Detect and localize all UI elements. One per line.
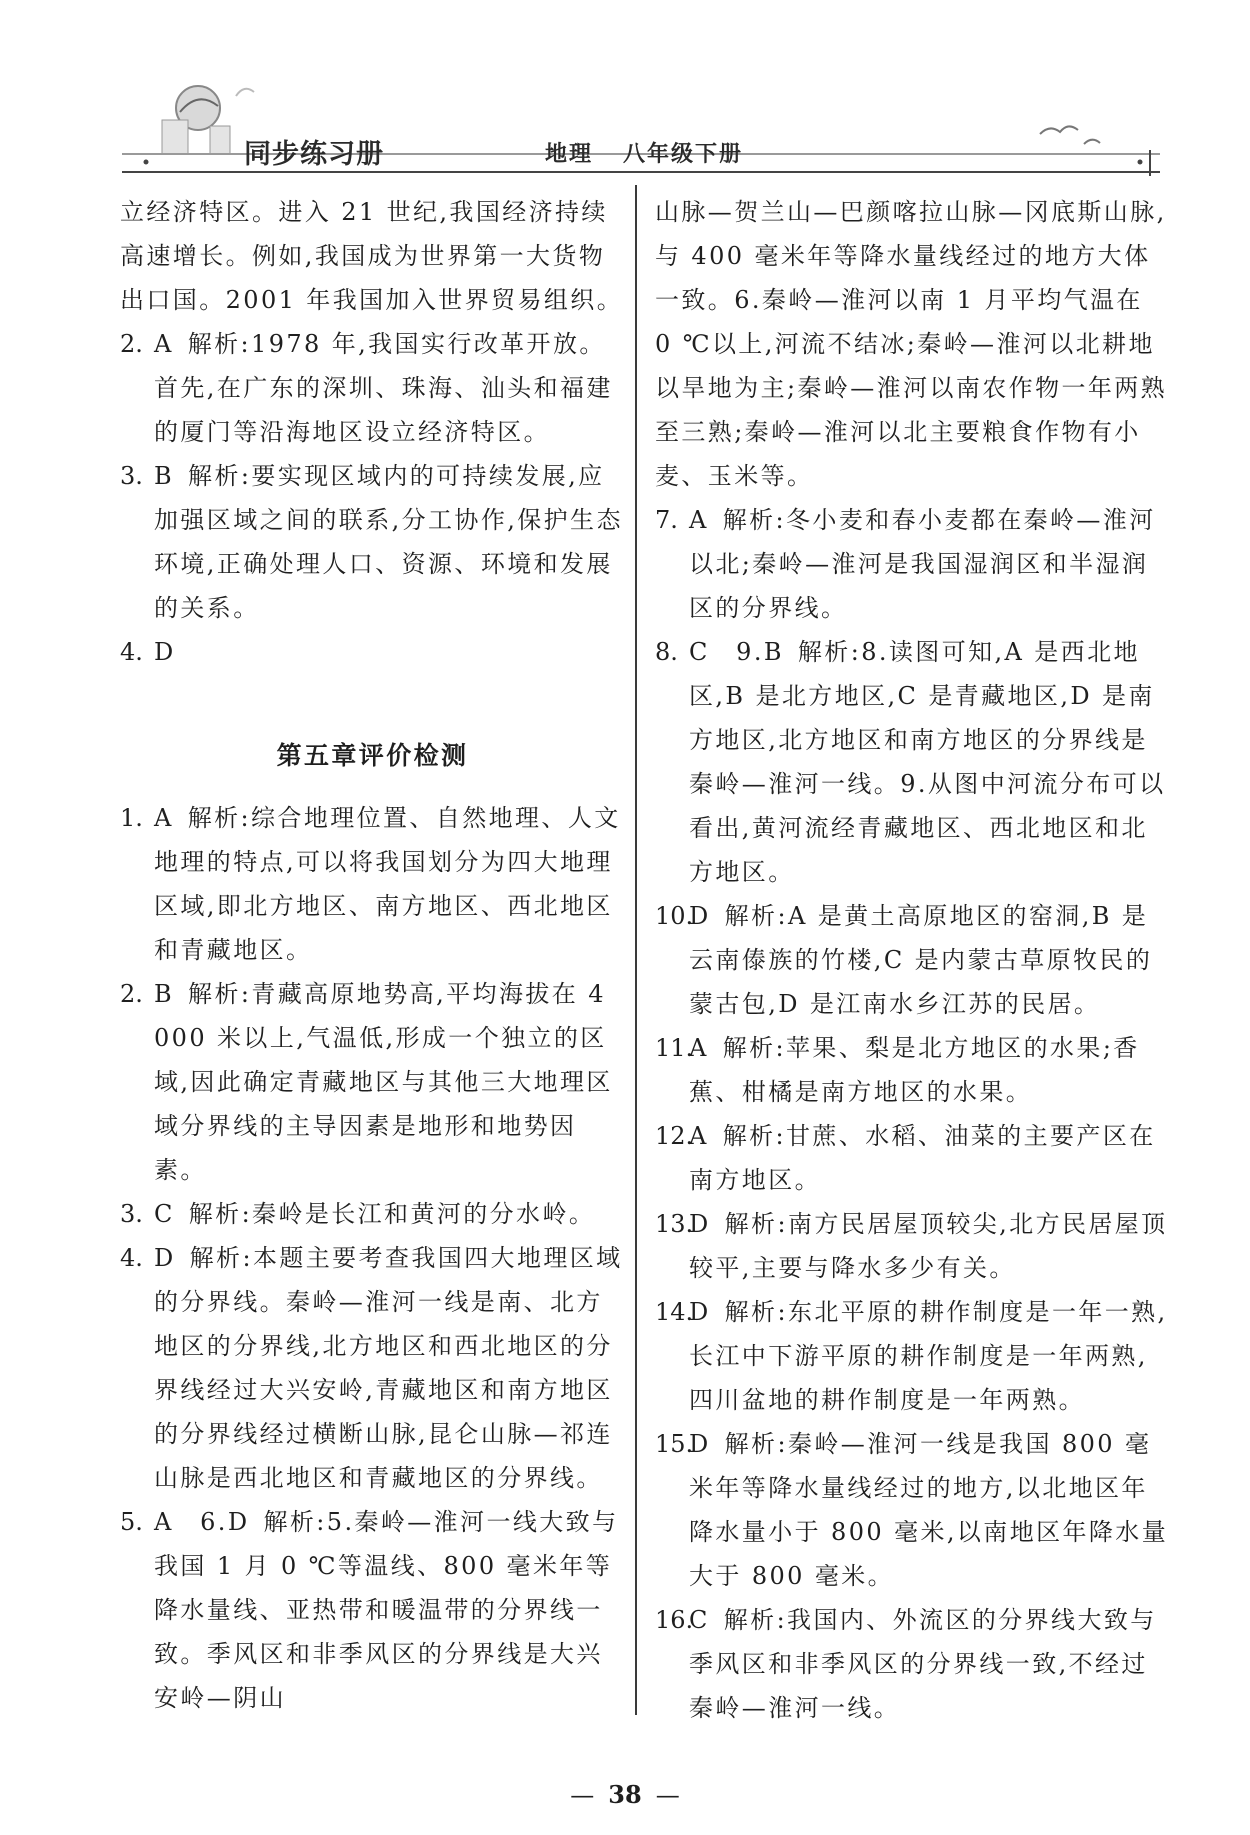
answer-choice: B xyxy=(154,462,175,490)
answer-item xyxy=(120,796,625,972)
answer-choice: D xyxy=(689,1430,711,1458)
answer-number: 3. xyxy=(120,462,143,490)
answer-item xyxy=(120,630,625,674)
answer-choice: A xyxy=(689,506,709,534)
answer-choice: A xyxy=(689,1122,709,1150)
answer-text: 立经济特区。进入 21 世纪,我国经济持续高速增长。例如,我国成为世界第一大货物出口国。2001 年我国加入世界贸易组织。 xyxy=(120,198,624,314)
answer-number: 2. xyxy=(120,330,143,358)
answer-item xyxy=(120,972,625,1192)
answer-item xyxy=(655,1202,1170,1290)
answer-text: 解析:甘蔗、水稻、油菜的主要产区在南方地区。 xyxy=(689,1122,1156,1194)
answer-number: 15. xyxy=(655,1430,694,1458)
answer-item xyxy=(655,1114,1170,1202)
subject-label: 地理 xyxy=(545,141,594,167)
answer-number: 5. xyxy=(120,1508,143,1536)
answer-item xyxy=(655,1598,1170,1730)
answer-item xyxy=(655,1422,1170,1598)
answer-number: 7. xyxy=(655,506,678,534)
answer-item xyxy=(120,1236,625,1500)
answer-number: 14. xyxy=(655,1298,694,1326)
answer-text: 解析:秦岭—淮河一线是我国 800 毫米年等降水量线经过的地方,以北地区年降水量小于 800 毫米,以南地区年降水量大于 800 毫米。 xyxy=(689,1430,1169,1590)
answer-number: 4. xyxy=(120,638,143,666)
answer-choice: A 6.D xyxy=(154,1508,250,1536)
right-column xyxy=(655,190,1170,1730)
answer-item xyxy=(655,190,1170,498)
page-header xyxy=(0,0,1250,190)
page-number xyxy=(0,1780,1250,1809)
answer-text: 解析:南方民居屋顶较尖,北方民居屋顶较平,主要与降水多少有关。 xyxy=(689,1210,1168,1282)
answer-number: 8. xyxy=(655,638,678,666)
answer-number: 13. xyxy=(655,1210,694,1238)
answer-item xyxy=(655,894,1170,1026)
answer-text: 山脉—贺兰山—巴颜喀拉山脉—冈底斯山脉,与 400 毫米年等降水量线经过的地方大体一致。6.秦岭—淮河以南 1 月平均气温在 0 ℃以上,河流不结冰;秦岭—淮河以北耕地以旱地为主;秦岭—淮河以南农作物一年两熟至三熟;秦岭—淮河以北主要粮食作物有小麦、玉米等。 xyxy=(655,198,1168,490)
answer-item xyxy=(120,454,625,630)
answer-choice: D xyxy=(689,1298,711,1326)
column-divider xyxy=(635,185,637,1715)
page-number-dash: — xyxy=(570,1781,595,1809)
answer-text: 解析:本题主要考查我国四大地理区域的分界线。秦岭—淮河一线是南、北方地区的分界线,北方地区和西北地区的分界线经过大兴安岭,青藏地区和南方地区的分界线经过横断山脉,昆仑山脉—祁连山脉是西北地区和青藏地区的分界线。 xyxy=(154,1244,623,1492)
answer-text: 解析:东北平原的耕作制度是一年一熟,长江中下游平原的耕作制度是一年两熟,四川盆地的耕作制度是一年两熟。 xyxy=(689,1298,1168,1414)
answer-choice: A xyxy=(154,330,174,358)
answer-choice: C 9.B xyxy=(689,638,784,666)
answer-text: 解析:8.读图可知,A 是西北地区,B 是北方地区,C 是青藏地区,D 是南方地区,北方地区和南方地区的分界线是秦岭—淮河一线。9.从图中河流分布可以看出,黄河流经青藏地区、西北地区和北方地区。 xyxy=(689,638,1166,886)
answer-number: 3. xyxy=(120,1200,143,1228)
answer-choice: C xyxy=(689,1606,710,1634)
answer-item xyxy=(655,1290,1170,1422)
answer-item xyxy=(655,630,1170,894)
answer-item xyxy=(120,1192,625,1236)
section-title: 第五章评价检测 xyxy=(276,741,469,770)
answer-number: 11. xyxy=(655,1034,694,1062)
answer-item xyxy=(120,322,625,454)
answer-number: 12. xyxy=(655,1122,694,1150)
answer-choice: D xyxy=(154,638,176,666)
answer-text: 解析:苹果、梨是北方地区的水果;香蕉、柑橘是南方地区的水果。 xyxy=(689,1034,1140,1106)
book-brand-title: 同步练习册 xyxy=(244,139,384,170)
answer-item xyxy=(120,190,625,322)
answer-text: 解析:青藏高原地势高,平均海拔在 4 000 米以上,气温低,形成一个独立的区域,因此确定青藏地区与其他三大地理区域分界线的主导因素是地形和地势因素。 xyxy=(154,980,613,1184)
answer-text: 解析:综合地理位置、自然地理、人文地理的特点,可以将我国划分为四大地理区域,即北方地区、南方地区、西北地区和青藏地区。 xyxy=(154,804,621,964)
answer-text: 解析:秦岭是长江和黄河的分水岭。 xyxy=(188,1200,596,1228)
answer-choice: A xyxy=(689,1034,709,1062)
answer-choice: D xyxy=(689,902,711,930)
answer-number: 10. xyxy=(655,902,694,930)
page-number-value: 38 xyxy=(608,1780,642,1809)
answer-item xyxy=(120,1500,625,1720)
answer-number: 4. xyxy=(120,1244,143,1272)
left-column xyxy=(120,190,625,1720)
answer-number: 2. xyxy=(120,980,143,1008)
answer-item xyxy=(655,498,1170,630)
answer-choice: D xyxy=(154,1244,176,1272)
answer-choice: A xyxy=(154,804,174,832)
answer-choice: C xyxy=(154,1200,175,1228)
answer-text: 解析:A 是黄土高原地区的窑洞,B 是云南傣族的竹楼,C 是内蒙古草原牧民的蒙古包,D 是江南水乡江苏的民居。 xyxy=(689,902,1153,1018)
answer-choice: D xyxy=(689,1210,711,1238)
page-number-dash: — xyxy=(655,1781,680,1809)
answer-text: 解析:冬小麦和春小麦都在秦岭—淮河以北;秦岭—淮河是我国湿润区和半湿润区的分界线。 xyxy=(689,506,1156,622)
answer-number: 1. xyxy=(120,804,143,832)
answer-choice: B xyxy=(154,980,175,1008)
answer-text: 解析:我国内、外流区的分界线大致与季风区和非季风区的分界线一致,不经过秦岭—淮河一线。 xyxy=(689,1606,1157,1722)
grade-label: 八年级下册 xyxy=(623,141,744,167)
answer-item xyxy=(655,1026,1170,1114)
answer-text: 解析:要实现区域内的可持续发展,应加强区域之间的联系,分工协作,保护生态环境,正确处理人口、资源、环境和发展的关系。 xyxy=(154,462,623,622)
answer-number: 16. xyxy=(655,1606,694,1634)
answer-text: 解析:5.秦岭—淮河一线大致与我国 1 月 0 ℃等温线、800 毫米年等降水量线、亚热带和暖温带的分界线一致。季风区和非季风区的分界线是大兴安岭—阴山 xyxy=(154,1508,619,1712)
answer-text: 解析:1978 年,我国实行改革开放。首先,在广东的深圳、珠海、汕头和福建的厦门等沿海地区设立经济特区。 xyxy=(154,330,613,446)
